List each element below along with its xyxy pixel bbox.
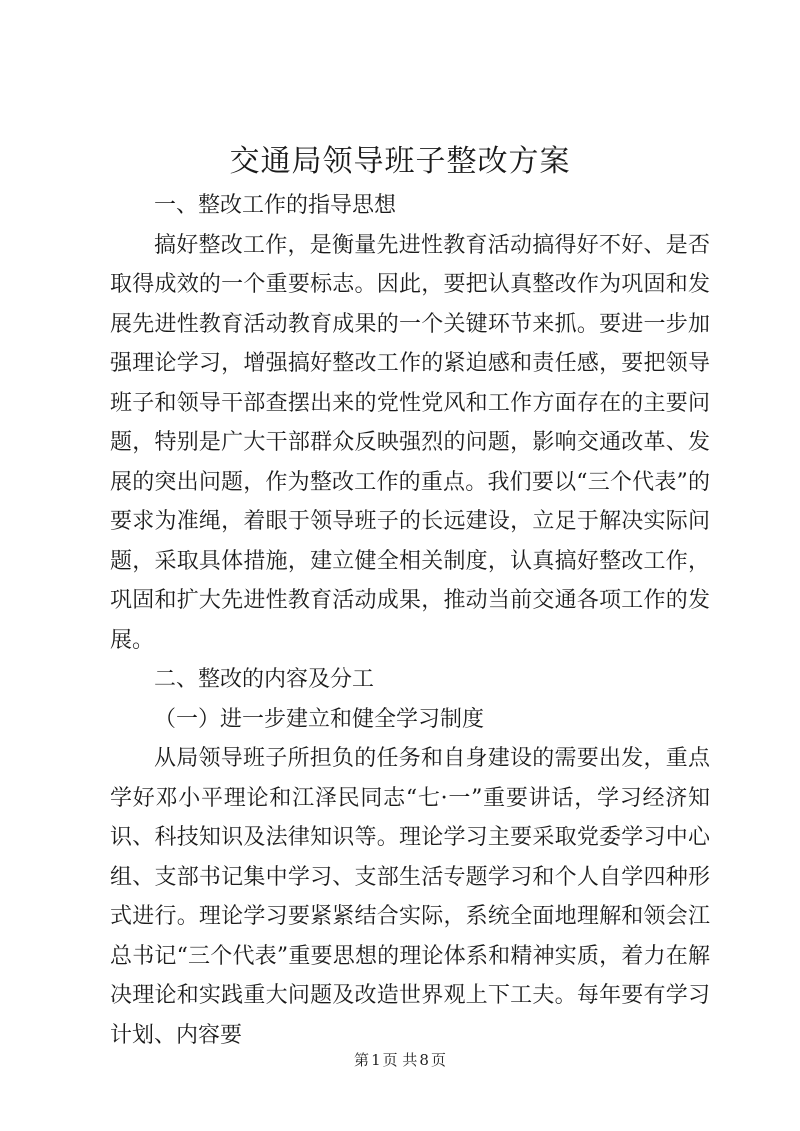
total-page-count: 8	[419, 1051, 429, 1069]
body-paragraph: 搞好整改工作，是衡量先进性教育活动搞得好不好、是否取得成效的一个重要标志。因此，要把认真整改作为巩固和发展先进性教育活动教育成果的一个关键环节来抓。要进一步加强理论学习，增强搞好整改工作的紧迫感和责任感，要把领导班子和领导干部查摆出来的党性党风和工作方面存在的主要问题，特别是广大干部群众反映强烈的问题，影响交通改革、发展的突出问题，作为整改工作的重点。我们要以“三个代表”的要求为准绳，着眼于领导班子的长远建设，立足于解决实际问题，采取具体措施，建立健全相关制度，认真搞好整改工作，巩固和扩大先进性教育活动成果，推动当前交通各项工作的发展。	[110, 232, 710, 653]
page-label-suffix: 页	[430, 1051, 446, 1069]
section-heading: 一、整改工作的指导思想	[154, 193, 397, 218]
section-heading: 二、整改的内容及分工	[154, 667, 375, 692]
document-title: 交通局领导班子整改方案	[229, 144, 571, 179]
current-page-number: 1	[371, 1051, 381, 1069]
page-label-mid: 页 共	[382, 1051, 418, 1069]
body-paragraph: 从局领导班子所担负的任务和自身建设的需要出发，重点学好邓小平理论和江泽民同志“七·一”重要讲话，学习经济知识、科技知识及法律知识等。理论学习主要采取党委学习中心组、支部书记集中学习、支部生活专题学习和个人自学四种形式进行。理论学习要紧紧结合实际，系统全面地理解和领会江总书记“三个代表”重要思想的理论体系和精神实质，着力在解决理论和实践重大问题及改造世界观上下工夫。每年要有学习计划、内容要	[110, 746, 710, 1048]
page-label-prefix: 第	[354, 1051, 370, 1069]
page-footer	[0, 1050, 800, 1070]
document-body	[110, 186, 710, 1055]
subsection-heading: （一）进一步建立和健全学习制度	[154, 706, 485, 732]
